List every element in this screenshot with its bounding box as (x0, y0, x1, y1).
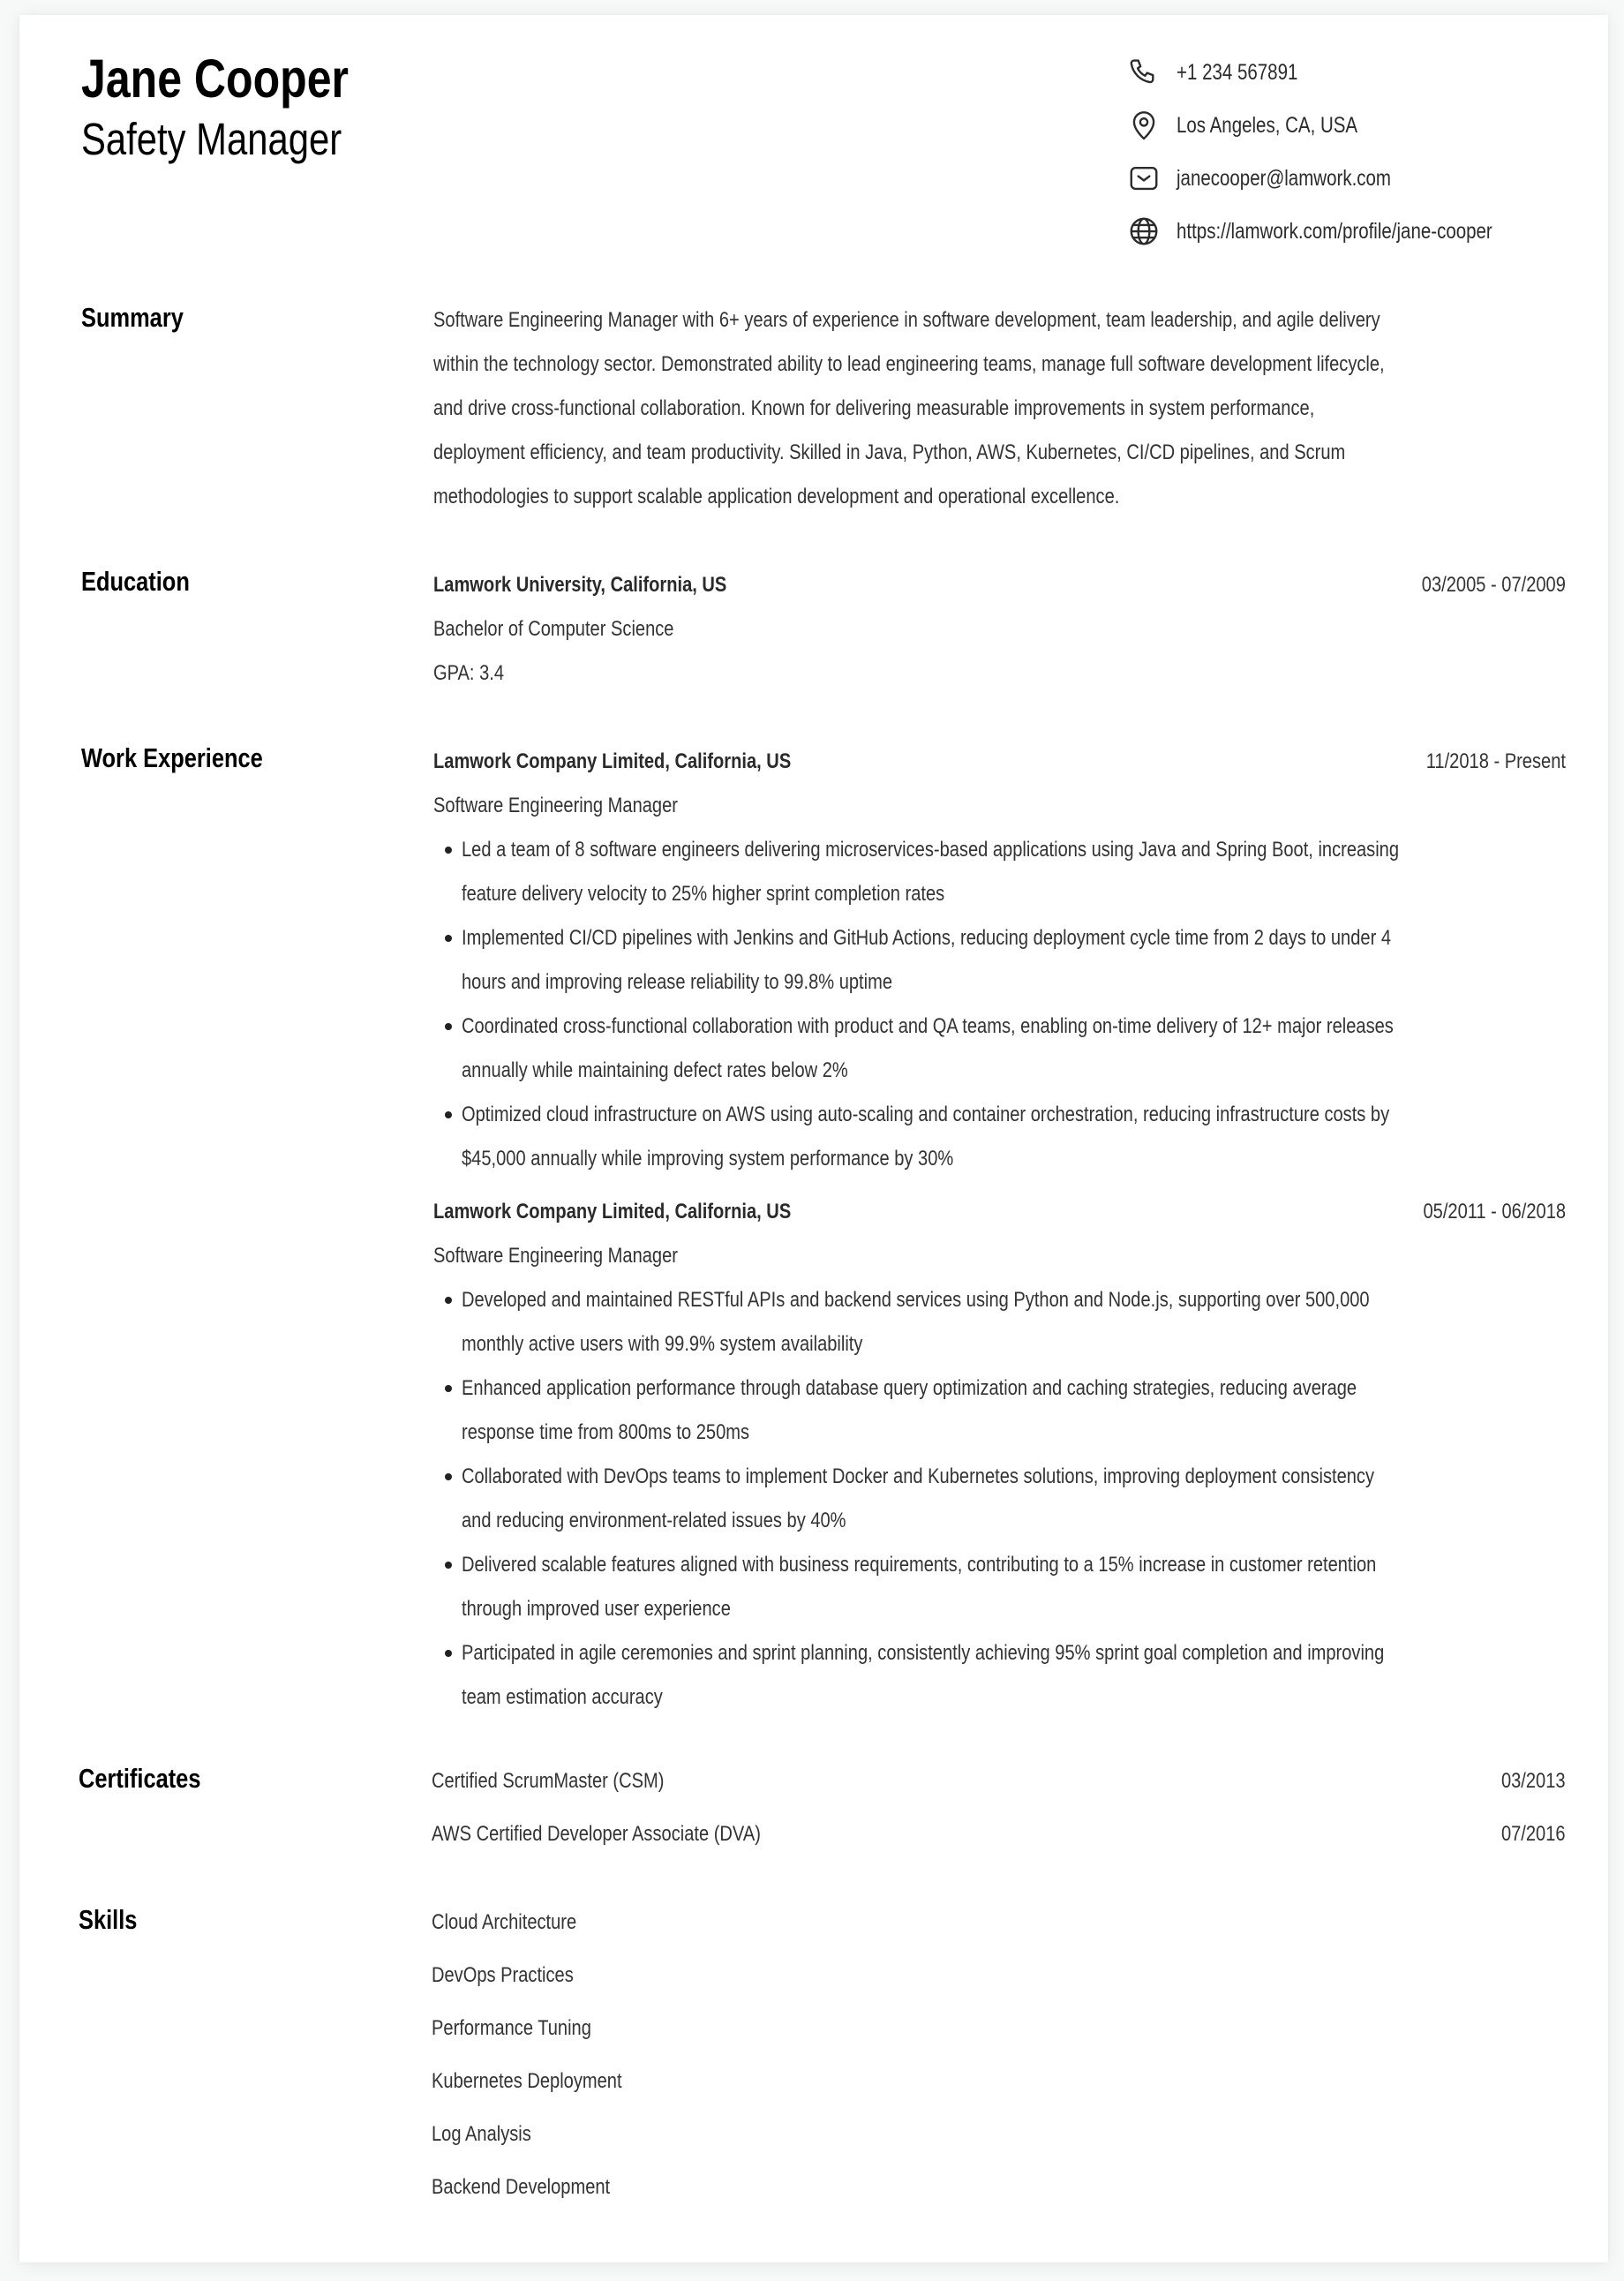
job-bullet (433, 1631, 1566, 1720)
contact-website (1127, 212, 1621, 251)
bullet-text: team estimation accuracy (462, 1685, 663, 1709)
education-header (433, 563, 1566, 607)
candidate-name-text: Jane Cooper (81, 49, 349, 109)
skills-label: Skills (79, 1904, 138, 1935)
certificate-date: 03/2013 (1501, 1769, 1566, 1793)
bullet-text: Led a team of 8 software engineers delivering microservices-based applications using Java and Spring Boot, increasing (462, 838, 1400, 862)
bullet-text: through improved user experience (462, 1597, 731, 1621)
certificate-name: Certified ScrumMaster (CSM) (432, 1769, 665, 1793)
company-name: Lamwork Company Limited, California, US (433, 749, 792, 773)
job-entry (433, 1190, 1566, 1720)
education-entry (433, 563, 1566, 696)
skill-item (432, 2112, 1566, 2165)
job-role-line (433, 1234, 1566, 1278)
summary-text (433, 298, 1566, 519)
skill-item (432, 2059, 1566, 2112)
bullet-text: feature delivery velocity to 25% higher sprint completion rates (462, 882, 945, 906)
mail-icon (1127, 162, 1161, 195)
contact-location-text (1177, 106, 1397, 145)
skill-name: Log Analysis (432, 2122, 531, 2146)
skill-item (432, 1954, 1566, 2006)
degree-line (433, 607, 1566, 651)
summary-line (433, 387, 1566, 431)
job-bullet (433, 1005, 1566, 1093)
summary-line-text: within the technology sector. Demonstrated ability to lead engineering teams, manage full software development lifecycle, (433, 352, 1385, 376)
summary-line (433, 343, 1566, 387)
candidate-title (81, 112, 399, 167)
candidate-title-text: Safety Manager (81, 114, 342, 164)
candidate-name (81, 47, 408, 110)
summary-line-text: Software Engineering Manager with 6+ years of experience in software development, team leadership, and agile delivery (433, 308, 1380, 332)
summary-line-text: methodologies to support scalable application development and operational excellence. (433, 485, 1120, 508)
bullet-text: Implemented CI/CD pipelines with Jenkins and GitHub Actions, reducing deployment cycle time from 2 days to under 4 (462, 926, 1392, 950)
phone-icon (1127, 56, 1161, 89)
section-title-education (81, 564, 214, 599)
summary-label: Summary (81, 302, 184, 333)
skill-name: Performance Tuning (432, 2016, 591, 2040)
skill-item (432, 1901, 1566, 1954)
section-title-skills (79, 1902, 150, 1938)
certificate-date: 07/2016 (1501, 1822, 1566, 1846)
job-role: Software Engineering Manager (433, 794, 678, 817)
certificate-name: AWS Certified Developer Associate (DVA) (432, 1822, 761, 1846)
bullet-text: Enhanced application performance through database query optimization and caching strategies, reducing average (462, 1376, 1357, 1400)
bullet-text: Coordinated cross-functional collaboration with product and QA teams, enabling on-time delivery of 12+ major releases (462, 1014, 1394, 1038)
skill-name: Kubernetes Deployment (432, 2069, 622, 2093)
job-bullet (433, 828, 1566, 916)
location-pin-icon (1127, 109, 1161, 142)
bullet-text: Delivered scalable features aligned with business requirements, contributing to a 15% increase in customer retention (462, 1553, 1377, 1577)
skill-item (432, 2006, 1566, 2059)
job-dates: 05/2011 - 06/2018 (1423, 1200, 1566, 1223)
summary-line (433, 431, 1566, 475)
bullet-text: Developed and maintained RESTful APIs and backend services using Python and Node.js, supporting over 500,000 (462, 1288, 1370, 1312)
school-name: Lamwork University, California, US (433, 573, 727, 597)
summary-line-text: deployment efficiency, and team productivity. Skilled in Java, Python, AWS, Kubernetes, CI/CD pipelines, and Scrum (433, 440, 1346, 464)
certificate-item (432, 1812, 1566, 1865)
work-label: Work Experience (81, 742, 263, 773)
bullet-text: annually while maintaining defect rates below 2% (462, 1058, 848, 1082)
summary-line-text: and drive cross-functional collaboration. Known for delivering measurable improvements in system performance, (433, 396, 1315, 420)
skill-name: Backend Development (432, 2175, 611, 2199)
company-name: Lamwork Company Limited, California, US (433, 1200, 792, 1223)
education-dates: 03/2005 - 07/2009 (1421, 573, 1566, 597)
bullet-text: Collaborated with DevOps teams to implement Docker and Kubernetes solutions, improving deployment consistency (462, 1464, 1375, 1488)
degree: Bachelor of Computer Science (433, 617, 674, 641)
contact-phone (1127, 53, 1621, 92)
bullet-text: $45,000 annually while improving system performance by 30% (462, 1147, 954, 1171)
summary-line (433, 298, 1566, 343)
skill-name: DevOps Practices (432, 1963, 574, 1987)
contact-phone-text (1177, 53, 1325, 92)
job-bullet (433, 916, 1566, 1005)
job-bullet (433, 1366, 1566, 1455)
section-title-certificates (79, 1761, 228, 1796)
globe-icon (1127, 215, 1161, 248)
email-link[interactable]: janecooper@lamwork.com (1177, 166, 1391, 191)
job-role-line (433, 784, 1566, 828)
certificate-item (432, 1759, 1566, 1812)
bullet-text: monthly active users with 99.9% system availability (462, 1332, 863, 1356)
skills-list (432, 1901, 1566, 2218)
education-label: Education (81, 566, 190, 597)
job-dates: 11/2018 - Present (1425, 749, 1566, 773)
summary-line (433, 475, 1566, 519)
certificates-label: Certificates (79, 1763, 201, 1794)
gpa-line (433, 651, 1566, 696)
job-header (433, 1190, 1566, 1234)
contact-website-text[interactable] (1177, 212, 1561, 251)
job-bullet (433, 1455, 1566, 1543)
skill-name: Cloud Architecture (432, 1910, 577, 1934)
bullet-text: Optimized cloud infrastructure on AWS using auto-scaling and container orchestration, reducing infrastructure costs by (462, 1103, 1390, 1126)
contact-email (1127, 159, 1621, 198)
resume-page (19, 15, 1608, 2262)
job-role: Software Engineering Manager (433, 1244, 678, 1268)
job-bullet (433, 1093, 1566, 1181)
contact-location (1127, 106, 1621, 145)
section-title-summary (81, 300, 206, 335)
bullet-text: response time from 800ms to 250ms (462, 1420, 750, 1444)
bullet-text: Participated in agile ceremonies and sprint planning, consistently achieving 95% sprint goal completion and improving (462, 1641, 1385, 1665)
website-link[interactable]: https://lamwork.com/profile/jane-cooper (1177, 219, 1492, 244)
job-bullet (433, 1543, 1566, 1631)
gpa: GPA: 3.4 (433, 661, 505, 685)
section-title-work-experience (81, 741, 303, 776)
bullet-text: hours and improving release reliability to 99.8% uptime (462, 970, 893, 994)
bullet-text: and reducing environment-related issues by 40% (462, 1509, 846, 1532)
phone-value: +1 234 567891 (1177, 60, 1298, 85)
skill-item (432, 2165, 1566, 2218)
certificates-list (432, 1759, 1566, 1865)
job-entry (433, 740, 1566, 1181)
contact-email-text[interactable] (1177, 159, 1438, 198)
job-bullet (433, 1278, 1566, 1366)
location-value: Los Angeles, CA, USA (1177, 113, 1358, 138)
job-header (433, 740, 1566, 784)
